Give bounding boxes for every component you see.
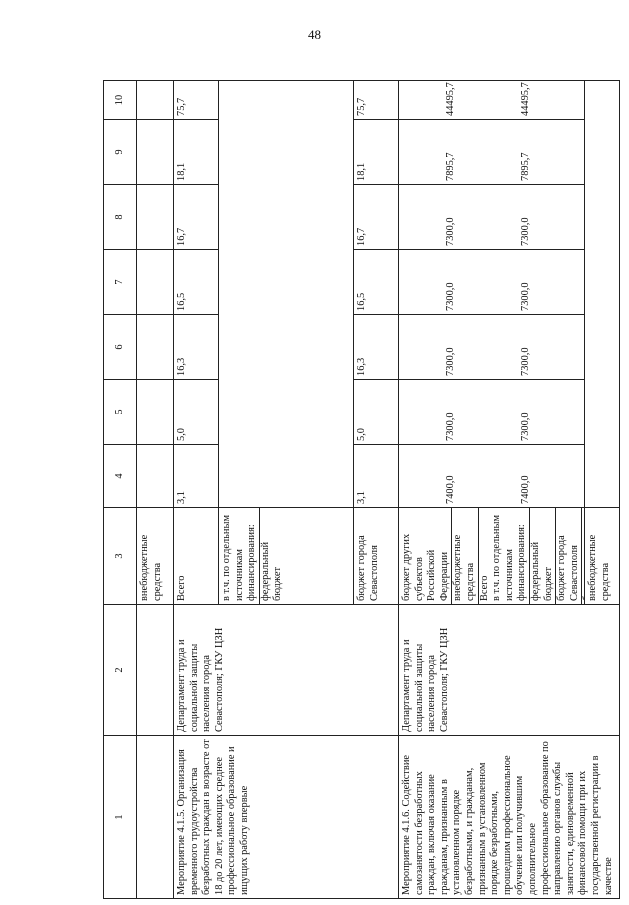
header-cell: 1 bbox=[104, 735, 137, 898]
value-cell: 16,5 bbox=[354, 249, 399, 314]
value-cell: 7400,0 bbox=[445, 475, 456, 504]
empty-cell bbox=[137, 735, 174, 898]
value-stack-cell bbox=[399, 249, 585, 314]
value-cell: 44495,7 bbox=[445, 82, 456, 116]
source-cell: бюджет города Севастополя bbox=[354, 507, 399, 604]
header-cell: 10 bbox=[104, 80, 137, 119]
value-cell: 7300,0 bbox=[445, 412, 456, 441]
empty-cell bbox=[137, 80, 174, 119]
value-cell: 3,1 bbox=[174, 444, 219, 507]
empty-cell bbox=[137, 604, 174, 735]
value-cell: 3,1 bbox=[354, 444, 399, 507]
continuation-source-cell: внебюджетные средства bbox=[137, 507, 174, 604]
empty-cell bbox=[137, 119, 174, 184]
value-cell: 7895,7 bbox=[519, 152, 531, 181]
source-line: федеральный бюджет bbox=[529, 508, 555, 604]
page-number: 48 bbox=[308, 27, 321, 42]
source-line: внебюджетные средства bbox=[451, 508, 477, 604]
source-cell bbox=[399, 507, 585, 604]
value-cell: 44495,7 bbox=[519, 82, 531, 116]
header-cell: 8 bbox=[104, 184, 137, 249]
empty-cell bbox=[137, 314, 174, 379]
source-cell: внебюджетные средства bbox=[585, 507, 620, 604]
source-line: Всего bbox=[478, 508, 492, 604]
value-cell: 7400,0 bbox=[519, 475, 531, 504]
empty-cell bbox=[137, 444, 174, 507]
value-cell: 7300,0 bbox=[519, 282, 531, 311]
measure-title-cell: Мероприятие 4.1.6. Содействие самозанятости безработных граждан, включая оказание гражданам, признанным в установленном порядке безработными, и гражданам, признанным в установленном порядке безработными, прошедшим профессиональное обучение или получившим дополнительное профессиональное образование по направлению органов службы занятости, единовременной финансовой помощи при их государственной регистрации в качестве bbox=[399, 735, 620, 898]
source-cell bbox=[219, 507, 354, 604]
value-stack-cell bbox=[399, 444, 585, 507]
value-stack-cell bbox=[399, 80, 585, 119]
value-cell: 18,1 bbox=[174, 119, 219, 184]
value-cell: 7300,0 bbox=[519, 217, 531, 246]
measure-title-cell: Мероприятие 4.1.5. Организация временного трудоустройства безработных граждан в возрасте от 18 до 20 лет, имеющих среднее профессиональное образование и ищущих работу впервые bbox=[174, 735, 399, 898]
empty-cell bbox=[137, 184, 174, 249]
budget-table bbox=[103, 80, 620, 899]
value-cell: 16,3 bbox=[354, 314, 399, 379]
value-cell: 5,0 bbox=[174, 379, 219, 444]
value-cell: 7300,0 bbox=[445, 282, 456, 311]
header-cell: 4 bbox=[104, 444, 137, 507]
header-cell: 7 bbox=[104, 249, 137, 314]
empty-values-cell bbox=[219, 80, 354, 507]
value-cell: 16,7 bbox=[174, 184, 219, 249]
source-line: в т.ч. по отдельным источникам финансирования: bbox=[221, 514, 258, 601]
value-stack-cell bbox=[399, 119, 585, 184]
value-cell: 16,7 bbox=[354, 184, 399, 249]
value-cell: 7895,7 bbox=[445, 152, 456, 181]
header-cell: 9 bbox=[104, 119, 137, 184]
value-stack-cell bbox=[399, 184, 585, 249]
empty-cell bbox=[137, 379, 174, 444]
value-cell: 7300,0 bbox=[445, 217, 456, 246]
header-cell: 5 bbox=[104, 379, 137, 444]
value-cell: 75,7 bbox=[354, 80, 399, 119]
source-line: бюджет других субъектов Российской Федерации bbox=[401, 533, 450, 601]
value-cell: 5,0 bbox=[354, 379, 399, 444]
value-stack-cell bbox=[399, 314, 585, 379]
measure-executor-cell: Департамент труда и социальной защиты населения города Севастополя; ГКУ ЦЗН bbox=[399, 604, 620, 735]
source-line: бюджет других bbox=[581, 508, 585, 604]
value-cell: 18,1 bbox=[354, 119, 399, 184]
empty-values-cell bbox=[585, 80, 620, 507]
value-cell: 75,7 bbox=[174, 80, 219, 119]
source-line: бюджет города Севастополя bbox=[555, 508, 581, 604]
value-cell: 7300,0 bbox=[445, 347, 456, 376]
empty-cell bbox=[137, 249, 174, 314]
value-cell: 16,5 bbox=[174, 249, 219, 314]
value-stack-cell bbox=[399, 379, 585, 444]
value-cell: 7300,0 bbox=[519, 347, 531, 376]
value-cell: 16,3 bbox=[174, 314, 219, 379]
measure-executor-cell: Департамент труда и социальной защиты населения города Севастополя; ГКУ ЦЗН bbox=[174, 604, 399, 735]
value-cell: 7300,0 bbox=[519, 412, 531, 441]
source-cell: Всего bbox=[174, 507, 219, 604]
header-cell: 2 bbox=[104, 604, 137, 735]
header-cell: 6 bbox=[104, 314, 137, 379]
source-line: федеральный бюджет bbox=[259, 508, 285, 604]
source-line: в т.ч. по отдельным источникам финансирования: bbox=[491, 514, 528, 601]
header-cell: 3 bbox=[104, 507, 137, 604]
